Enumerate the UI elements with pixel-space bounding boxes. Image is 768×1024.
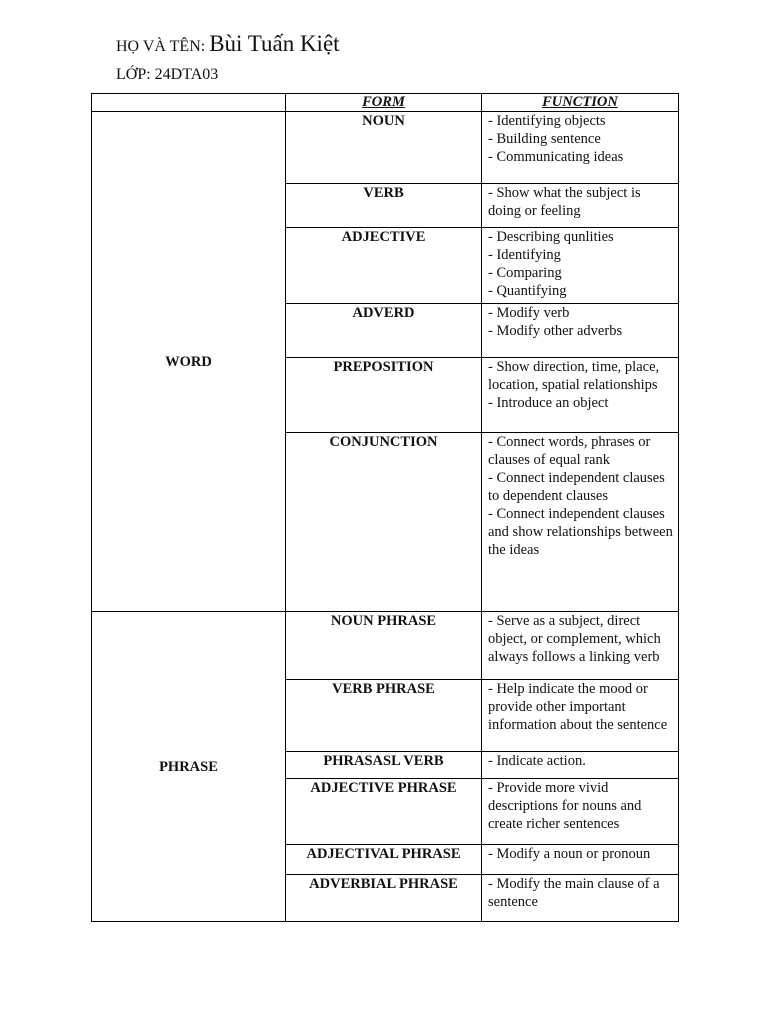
function-line: - Provide more vivid descriptions for nouns and create richer sentences	[488, 780, 642, 832]
function-cell	[482, 612, 679, 680]
form-cell: ADJECTIVE	[286, 228, 482, 304]
function-cell	[482, 779, 679, 845]
function-line: - Connect independent clauses and show relationships between the ideas	[488, 506, 673, 558]
function-cell	[482, 228, 679, 304]
form-cell: PREPOSITION	[286, 358, 482, 433]
function-line: - Identifying objects	[488, 113, 606, 129]
function-cell	[482, 112, 679, 184]
form-cell: ADVERBIAL PHRASE	[286, 875, 482, 922]
function-line: - Communicating ideas	[488, 149, 624, 165]
function-line: - Connect independent clauses to dependent clauses	[488, 470, 665, 504]
function-line: - Show direction, time, place, location, spatial relationships	[488, 359, 660, 393]
form-cell: NOUN PHRASE	[286, 612, 482, 680]
function-line: - Show what the subject is doing or feeling	[488, 185, 641, 219]
form-cell: VERB	[286, 184, 482, 228]
form-cell: VERB PHRASE	[286, 680, 482, 752]
function-line: - Indicate action.	[488, 753, 586, 769]
class-line	[116, 66, 218, 84]
function-line: - Building sentence	[488, 131, 601, 147]
function-cell	[482, 304, 679, 358]
class-label: LỚP:	[116, 66, 151, 83]
word-phrase-table	[91, 93, 679, 922]
function-cell	[482, 845, 679, 875]
function-line: - Quantifying	[488, 283, 567, 299]
function-line: - Modify the main clause of a sentence	[488, 876, 660, 910]
function-line: - Comparing	[488, 265, 562, 281]
form-cell: ADVERD	[286, 304, 482, 358]
function-line: - Connect words, phrases or clauses of equal rank	[488, 434, 651, 468]
function-line: - Modify other adverbs	[488, 323, 623, 339]
form-cell: ADJECTIVE PHRASE	[286, 779, 482, 845]
name-label: HỌ VÀ TÊN:	[116, 38, 206, 55]
table-row	[92, 612, 679, 680]
function-cell	[482, 752, 679, 779]
class-value: 24DTA03	[154, 66, 219, 83]
form-cell: CONJUNCTION	[286, 433, 482, 612]
form-cell: NOUN	[286, 112, 482, 184]
category-word: WORD	[92, 112, 286, 612]
category-phrase: PHRASE	[92, 612, 286, 922]
function-cell	[482, 184, 679, 228]
function-line: - Introduce an object	[488, 395, 609, 411]
student-name: Bùi Tuấn Kiệt	[209, 31, 340, 56]
function-line: - Identifying	[488, 247, 561, 263]
header-function: FUNCTION	[482, 94, 679, 112]
function-line: - Modify verb	[488, 305, 570, 321]
student-name-line	[116, 31, 340, 57]
table-header-row	[92, 94, 679, 112]
function-line: - Serve as a subject, direct object, or complement, which always follows a linking verb	[488, 613, 661, 665]
function-line: - Modify a noun or pronoun	[488, 846, 651, 862]
header-category	[92, 94, 286, 112]
function-cell	[482, 875, 679, 922]
function-cell	[482, 433, 679, 612]
function-cell	[482, 680, 679, 752]
function-line: - Help indicate the mood or provide other important information about the sentence	[488, 681, 668, 733]
form-cell: ADJECTIVAL PHRASE	[286, 845, 482, 875]
header-form: FORM	[286, 94, 482, 112]
table-row	[92, 112, 679, 184]
function-line: - Describing qunlities	[488, 229, 614, 245]
function-cell	[482, 358, 679, 433]
form-cell: PHRASASL VERB	[286, 752, 482, 779]
